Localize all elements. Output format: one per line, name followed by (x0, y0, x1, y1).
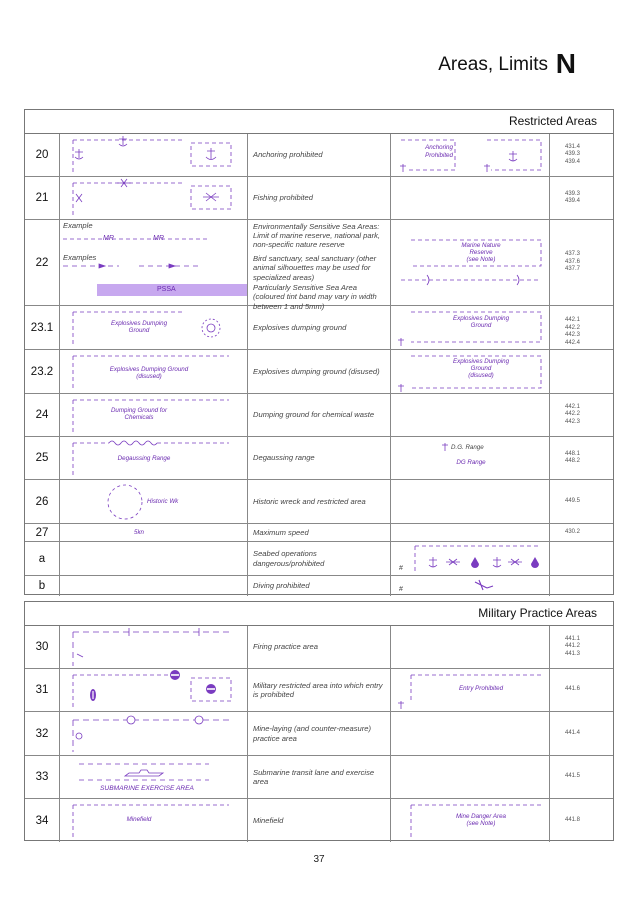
row-number: 27 (25, 524, 60, 541)
symbol-cell: Dumping Ground for Chemicals (59, 394, 248, 436)
table-row (25, 669, 613, 712)
section-letter: N (555, 48, 576, 79)
table-row (25, 626, 613, 669)
symbol-cell-alt: Mine Danger Area (see Note) (391, 799, 550, 842)
row-number: 31 (25, 669, 60, 711)
row-number: 30 (25, 626, 60, 668)
symbol-cell: 5kn (59, 524, 248, 541)
references: 437.3 437.6 437.7 (565, 251, 581, 273)
symbol-cell: Explosives Dumping Ground (59, 306, 248, 349)
table-row (25, 756, 613, 799)
symbol-cell (59, 542, 248, 575)
row-number: 24 (25, 394, 60, 436)
symbol-cell-alt: Entry Prohibited (391, 669, 550, 711)
row-number: 34 (25, 799, 60, 842)
references: 449.5 (565, 497, 581, 504)
symbol-cell-alt (391, 712, 550, 755)
description: Fishing prohibited (247, 177, 391, 219)
row-number: 23.2 (25, 350, 60, 393)
references: 442.1 442.2 442.3 (565, 403, 581, 425)
anchoring-prohibited-symbol (59, 134, 247, 177)
table-row (25, 576, 613, 596)
symbol-cell: SUBMARINE EXERCISE AREA (59, 756, 248, 798)
description: Minefield (247, 799, 391, 842)
page-title: Areas, Limits (438, 54, 548, 75)
description: Seabed operations dangerous/prohibited (247, 542, 391, 575)
description: Environmentally Sensitive Sea Areas: Limit of marine reserve, national park, non-specific nature reserve Bird sanctuary, seal sanctuary (other animal silhouettes may be used for specialized areas) Particularly Sensitive Sea Area (coloured tint band may vary in width between 1 and 5mm) (247, 220, 391, 305)
section-title: Military Practice Areas (478, 606, 597, 620)
symbol-cell-alt (391, 177, 550, 219)
mine-laying-symbol (59, 712, 247, 756)
example-label: Example (63, 221, 93, 230)
fishing-prohibited-symbol (59, 177, 247, 220)
references: 442.1 442.2 442.3 442.4 (565, 317, 581, 346)
symbol-cell-alt (391, 480, 550, 523)
table-row (25, 350, 613, 394)
pssa-label: PSSA (157, 286, 176, 293)
symbol-label: Prohibited (425, 152, 453, 159)
table-row (25, 480, 613, 524)
references: 441.6 (565, 686, 581, 693)
symbol-cell (59, 712, 248, 755)
description: Anchoring prohibited (247, 134, 391, 176)
description: Historic wreck and restricted area (247, 480, 391, 523)
symbol-cell-alt (391, 626, 550, 668)
table-row (25, 394, 613, 437)
references: 431.4 439.3 439.4 (565, 143, 581, 165)
symbol-cell-alt: Explosives Dumping Ground (391, 306, 550, 349)
references: 430.2 (565, 528, 581, 535)
table-row (25, 437, 613, 480)
references: 441.8 (565, 816, 581, 823)
military-restricted-symbol (59, 669, 247, 712)
symbol-cell (59, 177, 248, 219)
symbol-cell-alt (391, 394, 550, 436)
description: Maximum speed (247, 524, 391, 541)
symbol-cell-alt (391, 756, 550, 798)
symbol-cell: Historic Wk (59, 480, 248, 523)
symbol-cell (59, 626, 248, 668)
row-number: 26 (25, 480, 60, 523)
symbol-cell-alt (391, 542, 550, 575)
description: Military restricted area into which entry is prohibited (247, 669, 391, 711)
table-row (25, 524, 613, 542)
symbol-cell (59, 134, 248, 176)
references: 439.3 439.4 (565, 190, 581, 204)
section-header (25, 602, 613, 626)
references: 441.4 (565, 729, 581, 736)
diving-prohibited-symbol (391, 576, 549, 596)
row-number: 23.1 (25, 306, 60, 349)
symbol-cell (59, 576, 248, 596)
description: Degaussing range (247, 437, 391, 479)
military-practice-areas-section (24, 601, 614, 841)
table-row (25, 177, 613, 220)
example-label: Examples (63, 253, 97, 262)
seabed-operations-symbol (391, 542, 549, 576)
table-row (25, 712, 613, 756)
table-row (25, 306, 613, 350)
restricted-areas-section (24, 109, 614, 595)
references (549, 542, 629, 575)
mr-label: MR (103, 235, 114, 242)
references: 441.5 (565, 773, 581, 780)
row-number: 25 (25, 437, 60, 479)
symbol-cell-alt: Marine Nature Reserve (see Note) (391, 220, 550, 305)
page-number: 37 (313, 854, 325, 865)
references: 441.1 441.2 441.3 (565, 635, 581, 657)
section-title: Restricted Areas (508, 114, 597, 128)
symbol-cell: Explosives Dumping Ground (disused) (59, 350, 248, 393)
description: Explosives dumping ground (disused) (247, 350, 391, 393)
symbol-label: Anchoring (425, 144, 453, 151)
mr-label: MR (153, 235, 164, 242)
row-number: 22 (25, 220, 60, 305)
description: Mine-laying (and counter-measure) practice area (247, 712, 391, 755)
description: Diving prohibited (247, 576, 391, 596)
description: Firing practice area (247, 626, 391, 668)
page-header (0, 48, 638, 88)
references (549, 576, 629, 596)
symbol-cell: Minefield (59, 799, 248, 842)
table-row (25, 220, 613, 311)
anchoring-prohibited-symbol-alt (391, 134, 549, 177)
table-row (25, 542, 613, 576)
description: Dumping ground for chemical waste (247, 394, 391, 436)
references (549, 350, 629, 393)
note-mark: # (399, 586, 403, 593)
row-number: 21 (25, 177, 60, 219)
table-row (25, 134, 613, 177)
note-mark: # (399, 565, 403, 572)
description: Submarine transit lane and exercise area (247, 756, 391, 798)
row-number: 32 (25, 712, 60, 755)
firing-practice-symbol (59, 626, 247, 669)
row-number: b (25, 576, 60, 596)
row-number: 33 (25, 756, 60, 798)
table-row (25, 799, 613, 842)
symbol-cell (59, 669, 248, 711)
references: 448.1 448.2 (565, 450, 581, 464)
row-number: 20 (25, 134, 60, 176)
symbol-cell-alt (391, 524, 550, 541)
symbol-cell: Degaussing Range (59, 437, 248, 479)
symbol-cell-alt (391, 134, 550, 176)
row-number: a (25, 542, 60, 575)
symbol-cell-alt: D.G. Range DG Range (391, 437, 550, 479)
symbol-cell-alt: Explosives Dumping Ground (disused) (391, 350, 550, 393)
description: Explosives dumping ground (247, 306, 391, 349)
symbol-cell (59, 220, 248, 305)
section-header (25, 110, 613, 134)
symbol-cell-alt (391, 576, 550, 596)
